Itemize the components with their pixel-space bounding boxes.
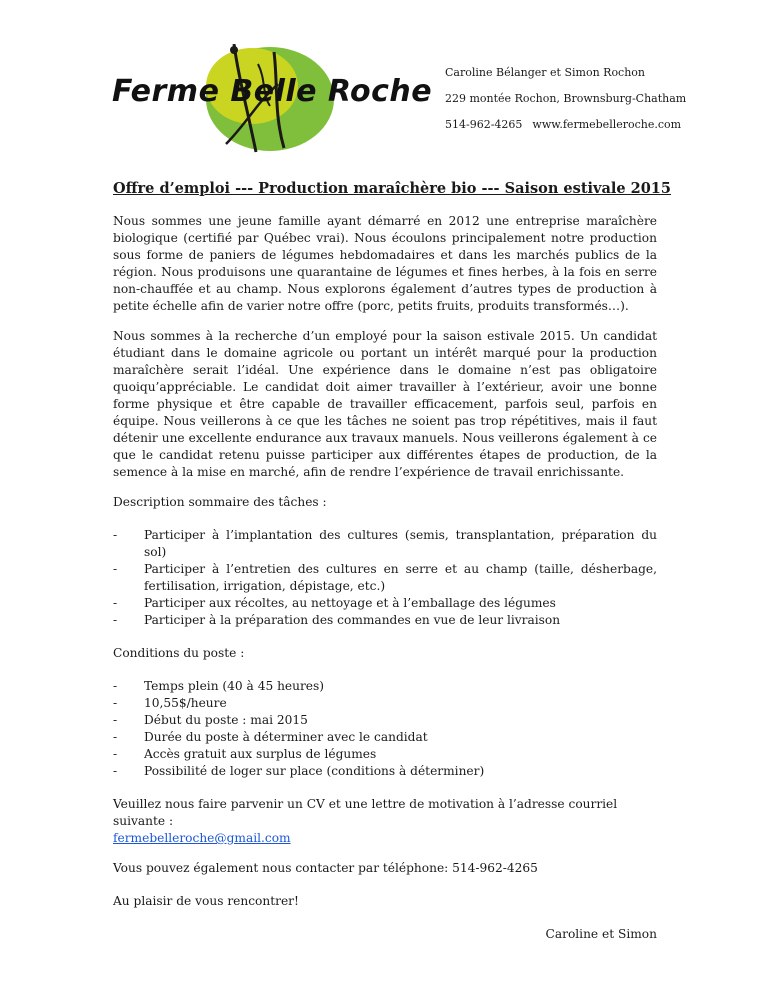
- list-item: - Temps plein (40 à 45 heures): [113, 679, 325, 693]
- phone-paragraph: Vous pouvez également nous contacter par téléphone: 514-962-4265: [113, 861, 538, 875]
- search-paragraph: Nous sommes à la recherche d’un employé pour la saison estivale 2015. Un candidat étudiant dans le domaine agricole ou portant un intérêt marqué pour la production maraîchère serait l’idéal. Une expérience dans le domaine n’est pas obligatoire quoiqu’appréciable. Le candidat doit aimer travailler à l’extérieur, avoir une bonne forme physique et être capable de travailler efficacement, parfois seul, parfois en équipe. Nous veillerons à ce que les tâches ne soient pas trop répétitives, mais il faut détenir une excellente endurance aux travaux manuels. Nous veillerons également à ce que le candidat retenu puisse participer aux différentes étapes de production, de la semence à la mise en marché, afin de rendre l’expérience de travail enrichissante.: [113, 329, 657, 479]
- page-title: Offre d’emploi --- Production maraîchère bio --- Saison estivale 2015: [113, 180, 671, 197]
- conditions-list: [113, 678, 657, 780]
- contact-block: [445, 66, 686, 144]
- list-item: - Durée du poste à déterminer avec le candidat: [113, 730, 428, 744]
- signature: Caroline et Simon: [545, 927, 657, 941]
- conditions-label: Conditions du poste :: [113, 646, 245, 660]
- list-item: - Possibilité de loger sur place (conditions à déterminer): [113, 764, 485, 778]
- list-item: - Début du poste : mai 2015: [113, 713, 308, 727]
- contact-address: 229 montée Rochon, Brownsburg-Chatham: [445, 92, 687, 105]
- send-cv-paragraph: [113, 796, 657, 847]
- farewell-paragraph: Au plaisir de vous rencontrer!: [113, 894, 299, 908]
- farm-logo: [106, 44, 433, 154]
- list-item: - Participer aux récoltes, au nettoyage et à l’emballage des légumes: [113, 596, 556, 610]
- logo-text: Ferme Belle Roche: [112, 74, 433, 109]
- contact-website: www.fermebelleroche.com: [532, 118, 682, 131]
- contact-names: Caroline Bélanger et Simon Rochon: [445, 66, 646, 79]
- contact-phone: 514-962-4265: [445, 118, 523, 131]
- tasks-label: Description sommaire des tâches :: [113, 495, 327, 509]
- document-body: [113, 180, 671, 956]
- list-item: - 10,55$/heure: [113, 696, 227, 710]
- contact-phone-web: [445, 118, 686, 132]
- list-item: - Participer à la préparation des commandes en vue de leur livraison: [113, 613, 561, 627]
- tasks-list: [113, 527, 657, 629]
- list-item: - Participer à l’entretien des cultures en serre et au champ (taille, désherbage, fertilisation, irrigation, dépistage, etc.): [113, 562, 657, 593]
- intro-paragraph: Nous sommes une jeune famille ayant démarré en 2012 une entreprise maraîchère biologique (certifié par Québec vrai). Nous écoulons principalement notre production sous forme de paniers de légumes hebdomadaires et dans les marchés publics de la région. Nous produisons une quarantaine de légumes et fines herbes, à la fois en serre non-chauffée et au champ. Nous explorons également d’autres types de production à petite échelle afin de varier notre offre (porc, petits fruits, produits transformés…).: [113, 214, 657, 313]
- send-cv-text: Veuillez nous faire parvenir un CV et une lettre de motivation à l’adresse courriel suivante :: [113, 797, 618, 828]
- list-item: - Participer à l’implantation des cultures (semis, transplantation, préparation du sol): [113, 528, 657, 559]
- list-item: - Accès gratuit aux surplus de légumes: [113, 747, 377, 761]
- email-link[interactable]: fermebelleroche@gmail.com: [113, 831, 291, 845]
